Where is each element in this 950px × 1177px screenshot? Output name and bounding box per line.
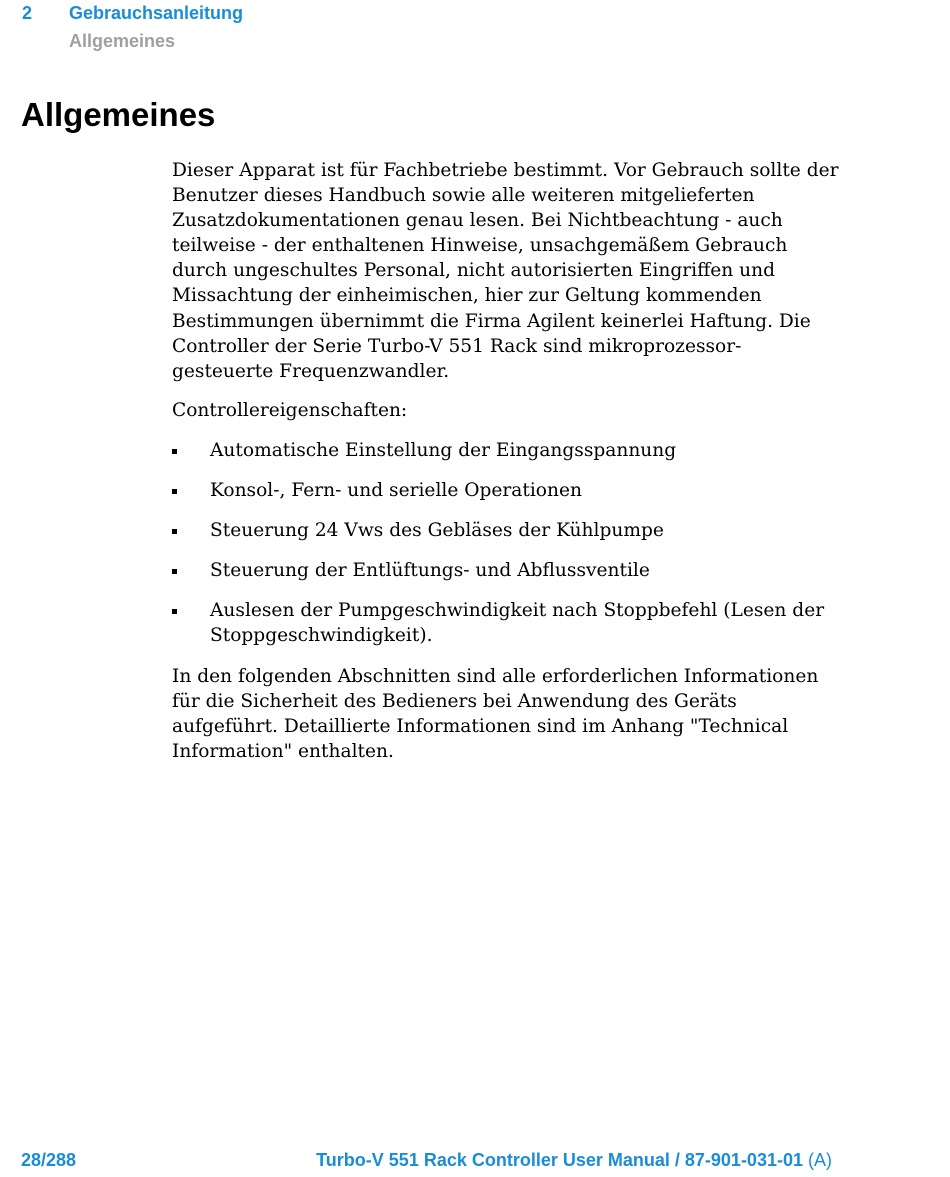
bullet-icon — [172, 569, 177, 574]
list-item — [172, 598, 842, 648]
list-item-text: Konsol-, Fern- und serielle Operationen — [210, 480, 582, 502]
features-list — [172, 438, 842, 649]
chapter-title: Gebrauchsanleitung — [69, 3, 244, 23]
list-item — [172, 518, 842, 543]
list-item-text: Automatische Einstellung der Eingangsspannung — [210, 439, 677, 461]
bullet-icon — [172, 449, 177, 454]
list-item-text: Steuerung 24 Vws des Gebläses der Kühlpumpe — [210, 520, 664, 542]
document-title — [316, 1150, 832, 1171]
list-item — [172, 438, 842, 463]
intro-paragraph: Dieser Apparat ist für Fachbetriebe bestimmt. Vor Gebrauch sollte der Benutzer dieses Handbuch sowie alle weiteren mitgelieferten Zusatzdokumentationen genau lesen. Bei Nichtbeachtung - auch teilweise - der enthaltenen Hinweise, unsachgemäßem Gebrauch durch ungeschultes Personal, nicht autorisierten Eingriffen und Missachtung der einheimischen, hier zur Geltung kommenden Bestimmungen übernimmt die Firma Agilent keinerlei Haftung. Die Controller der Serie Turbo-V 551 Rack sind mikroprozessor-gesteuerte Frequenzwandler. — [172, 160, 839, 382]
bullet-icon — [172, 529, 177, 534]
section-breadcrumb: Allgemeines — [69, 31, 176, 51]
list-item-text: Auslesen der Pumpgeschwindigkeit nach Stoppbefehl (Lesen der Stoppgeschwindigkeit). — [210, 600, 825, 647]
closing-paragraph: In den folgenden Abschnitten sind alle erforderlichen Informationen für die Sicherheit des Bedieners bei Anwendung des Geräts aufgeführt. Detaillierte Informationen sind im Anhang "Technical Information" enthalten. — [172, 665, 819, 762]
page-title: Allgemeines — [21, 96, 216, 133]
body-content — [172, 158, 842, 764]
features-label: Controllereigenschaften: — [172, 399, 408, 421]
list-item — [172, 558, 842, 583]
revision-label: (A) — [808, 1150, 832, 1170]
bullet-icon — [172, 489, 177, 494]
list-item-text: Steuerung der Entlüftungs- und Abflussventile — [210, 560, 650, 582]
document-name: Turbo-V 551 Rack Controller User Manual / 87-901-031-01 — [316, 1150, 803, 1170]
page-number: 28/288 — [21, 1150, 77, 1170]
bullet-icon — [172, 609, 177, 614]
list-item — [172, 478, 842, 503]
chapter-number: 2 — [22, 3, 33, 23]
